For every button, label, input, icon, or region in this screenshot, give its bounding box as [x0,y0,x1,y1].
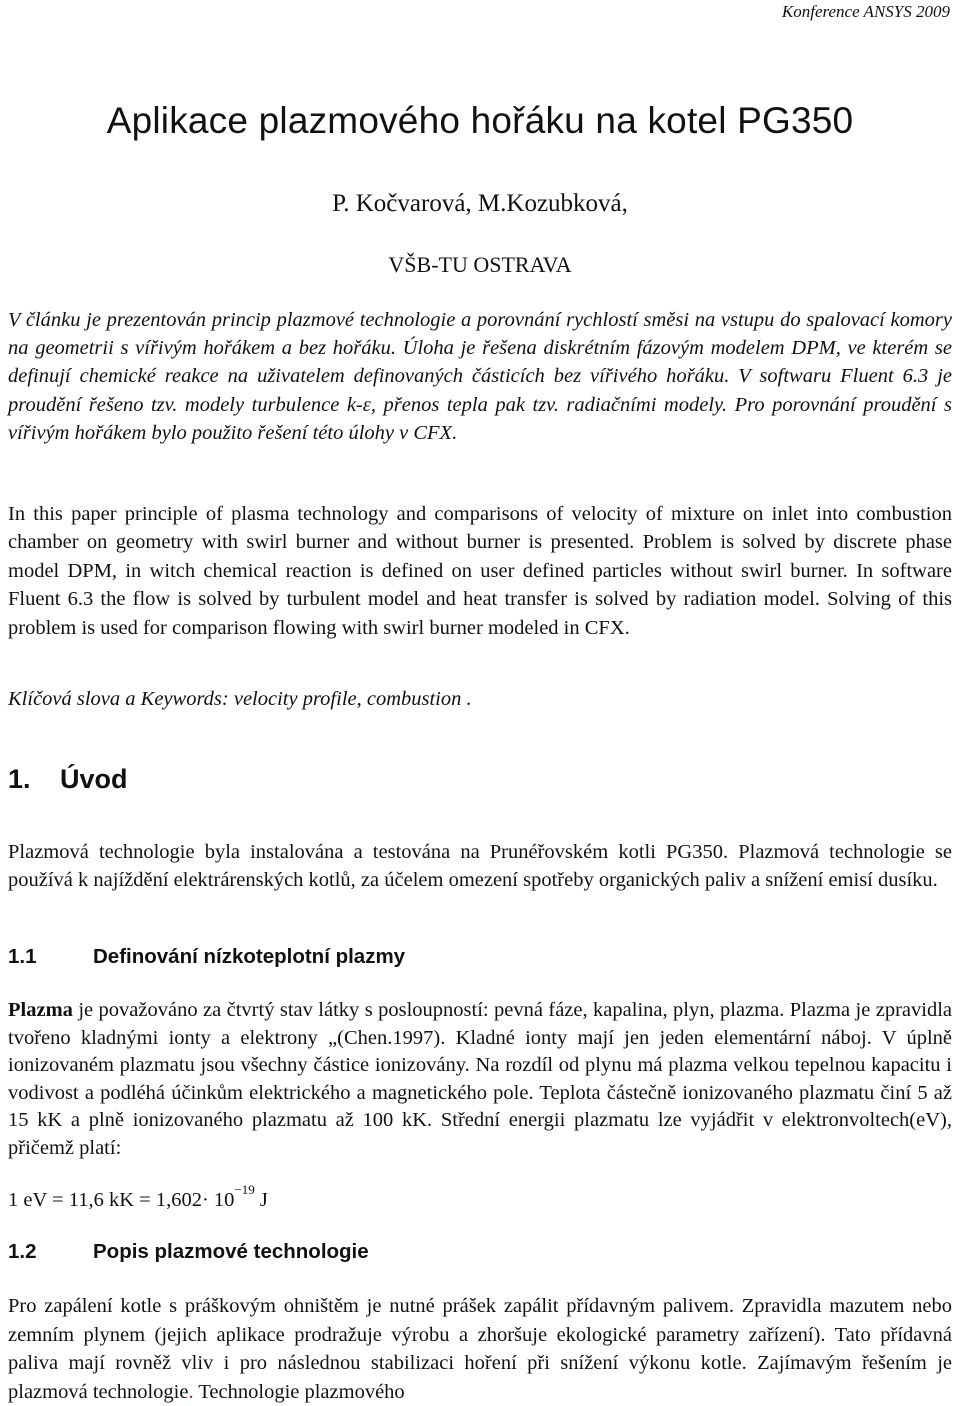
keywords: Klíčová slova a Keywords: velocity profile, combustion . [8,688,472,710]
energy-formula [8,1182,268,1212]
section-title: Úvod [60,764,128,794]
abstract-english: In this paper principle of plasma technology and comparisons of velocity of mixture on inlet into combustion chamber on geometry with swirl burner and without burner is presented. Problem is solved by discrete phase model DPM, in witch chemical reaction is defined on user defined particles without swirl burner. In software Fluent 6.3 the flow is solved by turbulent model and heat transfer is solved by radiation model. Solving of this problem is used for comparison flowing with swirl burner modeled in CFX. [8,503,952,639]
plasma-technology-text [8,1292,952,1406]
tech-text-a: Pro zapálení kotle s práškovým ohništěm je nutné prášek zapálit přídavným palivem. Zpravidla mazutem nebo zemním plynem (jejich aplikace prodražuje výrobu a zhoršuje ekologické parametry zařízení). Tato přídavná paliva mají rovněž vliv i pro následnou stabilizaci hoření při snížení výkonu kotle. Zajímavým řešením je plazmová technologie [8,1295,952,1403]
subsection-heading-plasma-technology [8,1240,369,1264]
subsection-number: 1.1 [8,945,37,968]
formula-unit: J [254,1188,268,1211]
paper-title: Aplikace plazmového hořáku na kotel PG350 [106,100,854,141]
running-header: Konference ANSYS 2009 [781,2,950,21]
subsection-heading-plasma-definition [8,945,405,969]
tech-red-period: . [188,1380,194,1403]
plasma-lead-term: Plazma [8,999,73,1021]
authors: P. Kočvarová, M.Kozubková, [332,190,628,217]
section-intro-text: Plazmová technologie byla instalována a testována na Prunéřovském kotli PG350. Plazmová technologie se používá k najíždění elektrárenských kotlů, za účelem omezení spotřeby organických paliv a snížení emisí dusíku. [8,841,952,892]
abstract-czech: V článku je prezentován princip plazmové technologie a porovnání rychlostí směsi na vstupu do spalovací komory na geometrii s vířivým hořákem a bez hořáku. Úloha je řešena diskrétním fázovým modelem DPM, ve kterém se definují chemické reakce na uživatelem definovaných částicích bez vířivého hořáku. V softwaru Fluent 6.3 je proudění řešeno tzv. modely turbulence k-ε, přenos tepla pak tzv. radiačními modely. Pro porovnání proudění s vířivým hořákem bylo použito řešení této úlohy v CFX. [8,309,952,444]
affiliation: VŠB-TU OSTRAVA [388,252,572,277]
tech-text-b: Technologie plazmového [193,1380,405,1403]
subsection-title: Definování nízkoteplotní plazmy [93,945,406,968]
section-heading-uvod [8,764,128,795]
formula-base: 1 eV = 11,6 kK = 1,602· 10 [8,1188,235,1211]
plasma-definition-text [8,997,952,1163]
section-number: 1. [8,764,31,794]
plasma-body: je považováno za čtvrtý stav látky s posloupností: pevná fáze, kapalina, plyn, plazma. Plazma je zpravidla tvořeno kladnými ionty a elektrony „(Chen.1997). Kladné ionty mají jen jeden elementární náboj. V úplně ionizovaném plazmatu jsou všechny částice ionizovány. Na rozdíl od plynu má plazma velkou tepelnou kapacitu i vodivost a podléhá účinkům elektrického a magnetického pole. Teplota částečně ionizovaného plazmatu činí 5 až 15 kK a plně ionizovaného plazmatu až 100 kK. Střední energii plazmatu lze vyjádřit v elektronvoltech(eV), přičemž platí: [8,999,952,1159]
subsection-number: 1.2 [8,1240,37,1263]
subsection-title: Popis plazmové technologie [93,1240,369,1263]
formula-exponent: −19 [234,1182,255,1197]
